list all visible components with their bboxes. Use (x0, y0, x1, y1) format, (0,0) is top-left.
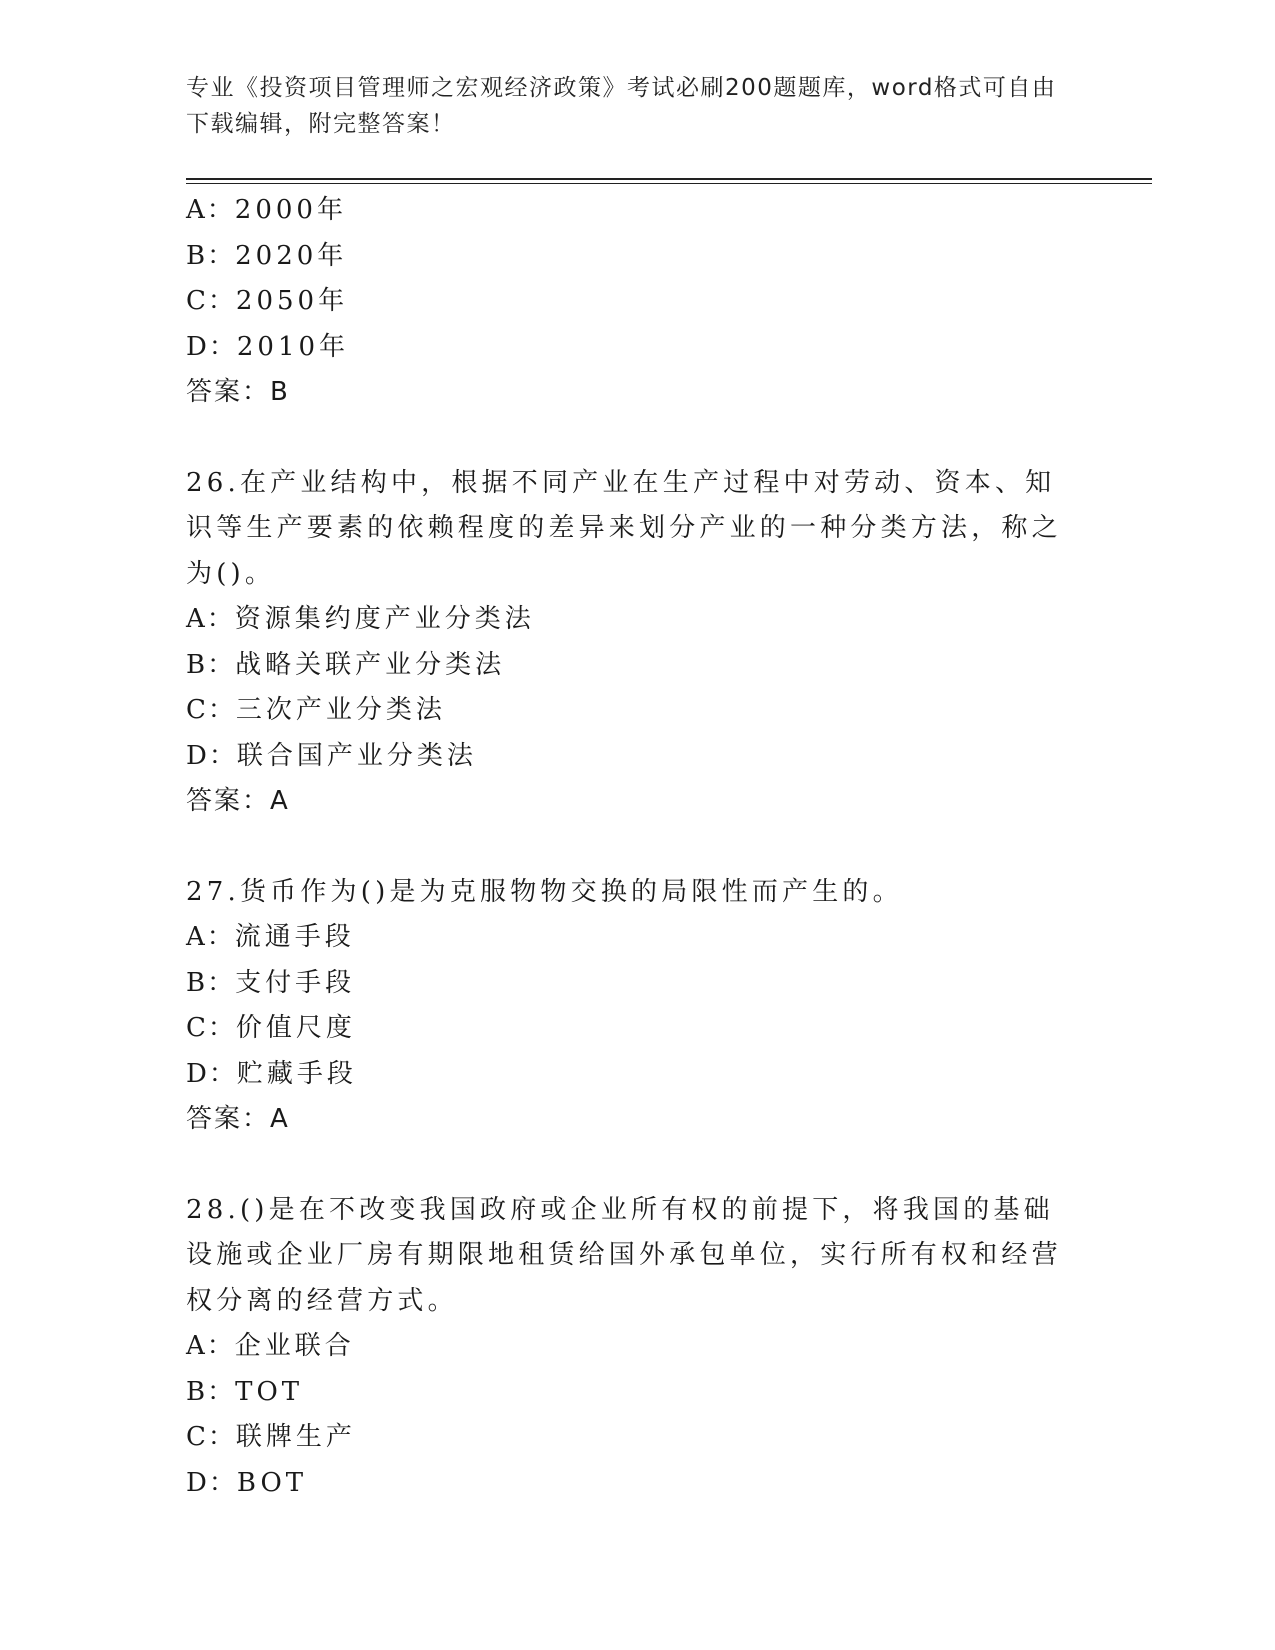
question-stem: 28.()是在不改变我国政府或企业所有权的前提下，将我国的基础设施或企业厂房有期限地租赁给国外承包单位，实行所有权和经营权分离的经营方式。 (186, 1194, 1062, 1316)
question-25-tail (186, 188, 1086, 416)
option-b: B：2020年 (186, 240, 348, 271)
option-b: B：支付手段 (186, 967, 356, 998)
option-d: D：贮藏手段 (186, 1058, 357, 1089)
option-c: C：三次产业分类法 (186, 695, 446, 725)
option-b: B：TOT (186, 1376, 304, 1407)
header-divider-thin (186, 183, 1152, 184)
answer-line: 答案：B (186, 377, 290, 407)
question-27 (186, 870, 1086, 1143)
page-header: 专业《投资项目管理师之宏观经济政策》考试必刷200题题库，word格式可自由下载编辑，附完整答案！ (186, 75, 1057, 137)
header-divider (186, 178, 1152, 180)
option-d: D：BOT (186, 1467, 308, 1498)
question-28 (186, 1188, 1086, 1507)
question-stem: 27.货币作为()是为克服物物交换的局限性而产生的。 (186, 876, 903, 907)
question-stem: 26.在产业结构中，根据不同产业在生产过程中对劳动、资本、知识等生产要素的依赖程度的差异来划分产业的一种分类方法，称之为()。 (186, 467, 1062, 589)
option-d: D：2010年 (186, 331, 350, 362)
question-content (186, 188, 1086, 1506)
answer-line: 答案：A (186, 786, 290, 816)
option-a: A：2000年 (186, 195, 347, 225)
option-a: A：流通手段 (186, 922, 355, 952)
option-c: C：联牌生产 (186, 1422, 356, 1452)
option-a: A：企业联合 (186, 1331, 355, 1361)
answer-line: 答案：A (186, 1104, 290, 1134)
question-26 (186, 461, 1086, 825)
option-c: C：价值尺度 (186, 1013, 356, 1043)
option-d: D：联合国产业分类法 (186, 740, 477, 771)
option-a: A：资源集约度产业分类法 (186, 604, 535, 634)
option-b: B：战略关联产业分类法 (186, 649, 506, 680)
option-c: C：2050年 (186, 286, 349, 316)
